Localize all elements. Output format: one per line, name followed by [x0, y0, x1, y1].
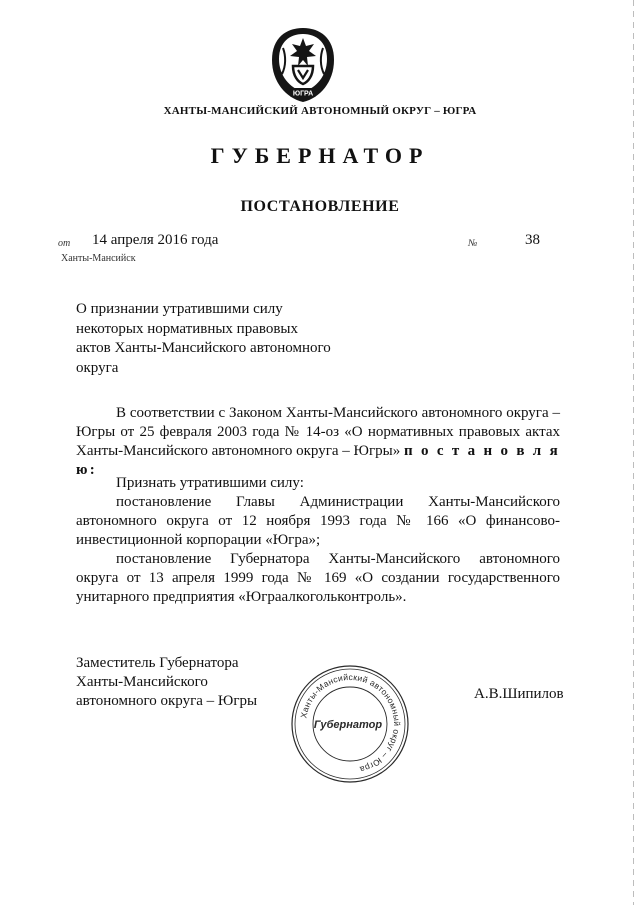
preamble-paragraph: [76, 404, 560, 480]
decree-date: 14 апреля 2016 года: [92, 232, 219, 248]
date-from-label: от: [58, 238, 71, 249]
signatory-position: [76, 654, 257, 711]
subject-line: О признании утратившими силу: [76, 301, 283, 317]
body-line: В соответствии с Законом Ханты-Мансийского автономного округа –: [116, 405, 560, 421]
authority-title: ГУБЕРНАТОР: [210, 143, 430, 168]
item1-line: инвестиционной корпорации «Югра»;: [76, 532, 321, 548]
subject-line: актов Ханты-Мансийского автономного: [76, 340, 331, 357]
resolve-word: п о с т а н о в л я ю:: [76, 443, 560, 478]
item2-line: унитарного предприятия «Юграалкогольконтроль».: [76, 589, 407, 605]
official-stamp: [289, 663, 411, 785]
recognize-line: Признать утратившими силу:: [116, 475, 304, 491]
region-name: ХАНТЫ-МАНСИЙСКИЙ АВТОНОМНЫЙ ОКРУГ – ЮГРА: [163, 105, 477, 117]
item2-line: округа от 13 апреля 1999 года № 169 «О создании государственного: [76, 570, 560, 586]
position-line: Заместитель Губернатора: [76, 655, 239, 671]
stamp-ring-text: Ханты-Мансийский автономный округ – Югра: [298, 671, 403, 775]
position-line: Ханты-Мансийского: [76, 674, 208, 690]
subject-line: округа: [76, 359, 119, 376]
operative-paragraph: [76, 474, 560, 607]
city-name: Ханты-Мансийск: [61, 253, 136, 264]
decree-subject: [76, 300, 376, 378]
body-line-prefix: Ханты-Мансийского автономного округа – Югры»: [76, 443, 401, 459]
emblem-caption: ЮГРА: [292, 90, 314, 98]
signer-name: А.В.Шипилов: [474, 686, 564, 702]
stamp-center-text: Губернатор: [313, 719, 383, 731]
position-line: автономного округа – Югры: [76, 693, 258, 709]
document-type: ПОСТАНОВЛЕНИЕ: [240, 198, 400, 215]
decree-number: 38: [525, 232, 540, 248]
item1-line: автономного округа от 12 ноября 1993 года № 166 «О финансово-: [76, 513, 560, 529]
item1-line: постановление Главы Администрации Ханты-Мансийского: [116, 494, 560, 510]
body-line: Югры от 25 февраля 2003 года № 14-оз «О нормативных правовых актах: [76, 424, 560, 440]
item2-line: постановление Губернатора Ханты-Мансийского автономного: [116, 551, 560, 567]
scan-edge-line: [633, 0, 634, 905]
number-label: №: [468, 238, 478, 249]
coat-of-arms-icon: [268, 26, 338, 104]
subject-line: некоторых нормативных правовых: [76, 320, 299, 337]
